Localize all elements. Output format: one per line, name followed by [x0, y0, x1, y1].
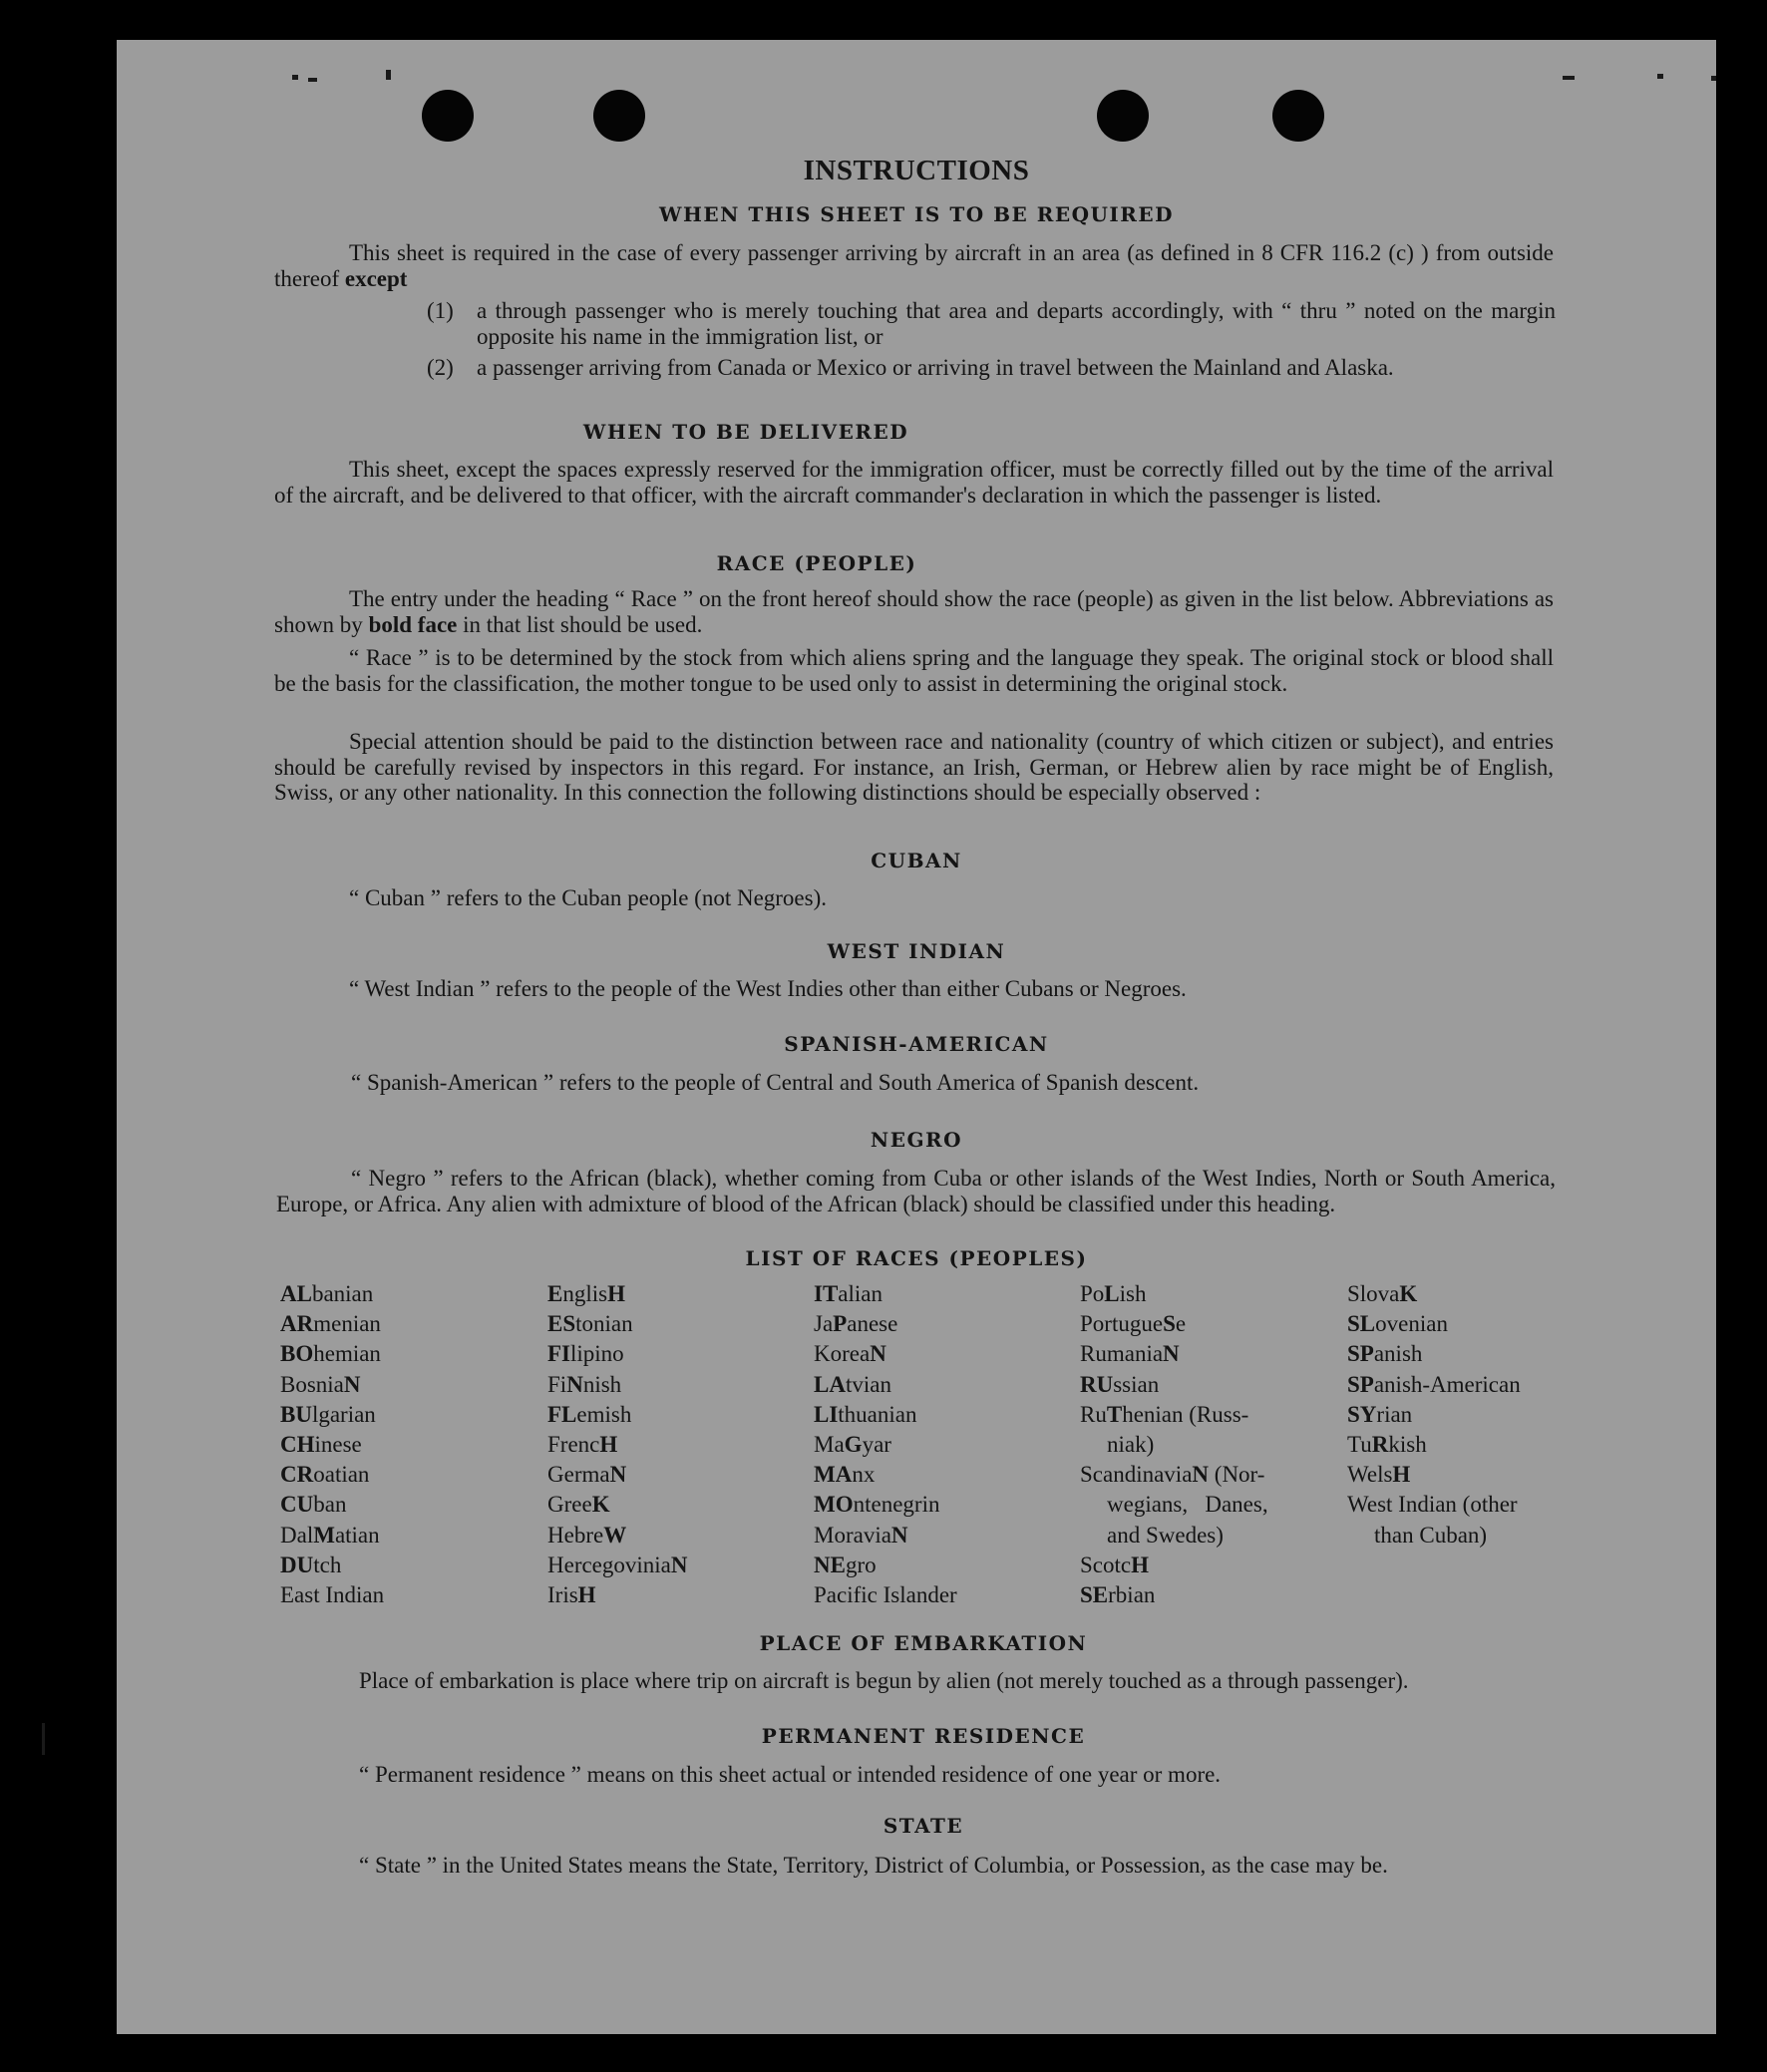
list-item: DUtch: [280, 1552, 342, 1577]
list-item: MaGyar: [814, 1432, 891, 1458]
item-number: (2): [427, 355, 454, 380]
list-item: LAtvian: [814, 1371, 891, 1397]
list-item: CHinese: [280, 1432, 362, 1458]
list-item: FiNnish: [547, 1371, 622, 1397]
list-item: ARmenian: [280, 1311, 381, 1337]
list-item: BOhemian: [280, 1341, 381, 1367]
list-item: BUlgarian: [280, 1401, 376, 1427]
list-item: SlovaK: [1347, 1281, 1418, 1306]
list-item: a passenger arriving from Canada or Mexico or arriving in travel between the Mainland and Alaska.: [477, 355, 1394, 380]
heading-negro: NEGRO: [870, 1128, 963, 1152]
list-item: WelsH: [1347, 1462, 1411, 1488]
para-residence: “ Permanent residence ” means on this sheet actual or intended residence of one year or more.: [359, 1762, 1222, 1787]
list-item: SPanish: [1347, 1341, 1423, 1367]
para-embarkation: Place of embarkation is place where trip on aircraft is begun by alien (not merely touched as a through passenger).: [359, 1668, 1409, 1693]
para-when-delivered: This sheet, except the spaces expressly reserved for the immigration officer, must be correctly filled out by the time of the arrival of the aircraft, and be delivered to that officer, with the aircraft commander's declaration in which the passenger is listed.: [274, 457, 1554, 508]
list-item: SErbian: [1080, 1582, 1156, 1608]
para-race-1: The entry under the heading “ Race ” on the front hereof should show the race (people) as given in the list below. Abbreviations as shown by bold face in that list should be used.: [274, 586, 1554, 637]
races-column: [547, 1279, 787, 1610]
list-item: niak): [1107, 1432, 1155, 1458]
heading-when-required: WHEN THIS SHEET IS TO BE REQUIRED: [659, 202, 1174, 226]
list-item: ITalian: [814, 1281, 883, 1306]
heading-list-of-races: LIST OF RACES (PEOPLES): [745, 1246, 1088, 1270]
heading-place-of-embarkation: PLACE OF EMBARKATION: [759, 1631, 1088, 1655]
para-race-2: “ Race ” is to be determined by the stock from which aliens spring and the language they speak. The original stock or blood shall be the basis for the classification, the mother tongue to be used only to assist in determining the original stock.: [274, 645, 1554, 696]
list-item: IrisH: [547, 1582, 596, 1608]
list-item: CRoatian: [280, 1462, 370, 1488]
para-negro: “ Negro ” refers to the African (black), whether coming from Cuba or other islands of the West Indies, North or South America, Europe, or Africa. Any alien with admixture of blood of the African (black) should be classified under this heading.: [276, 1166, 1556, 1216]
list-item: JaPanese: [814, 1311, 898, 1337]
list-item: EnglisH: [547, 1281, 625, 1306]
para-cuban: “ Cuban ” refers to the Cuban people (not Negroes).: [349, 885, 828, 910]
list-item: wegians, Danes,: [1107, 1492, 1268, 1518]
list-item: a through passenger who is merely touching that area and departs accordingly, with “ thru ” noted on the margin opposite his name in the immigration list, or: [477, 298, 1556, 349]
races-column: [1080, 1279, 1324, 1610]
list-item: FIlipino: [547, 1341, 624, 1367]
list-item: EStonian: [547, 1311, 633, 1337]
para-race-3: Special attention should be paid to the distinction between race and nationality (country of which citizen or subject), and entries should be carefully revised by inspectors in this regard. For instance, an Irish, German, or Hebrew alien by race might be of English, Swiss, or any other nationality. In this connection the following distinctions should be especially observed :: [274, 729, 1554, 805]
races-column: [280, 1279, 520, 1610]
list-item: BosniaN: [280, 1371, 361, 1397]
list-item: SPanish-American: [1347, 1371, 1521, 1397]
heading-race: RACE (PEOPLE): [716, 551, 917, 575]
list-item: and Swedes): [1107, 1522, 1224, 1548]
heading-state: STATE: [883, 1814, 964, 1838]
list-item: RUssian: [1080, 1371, 1160, 1397]
list-item: LIthuanian: [814, 1401, 917, 1427]
list-item: MOntenegrin: [814, 1492, 940, 1518]
para-state: “ State ” in the United States means the State, Territory, District of Columbia, or Possession, as the case may be.: [359, 1853, 1388, 1878]
list-item: FrencH: [547, 1432, 618, 1458]
list-item: PortugueSe: [1080, 1311, 1187, 1337]
heading-spanish-american: SPANISH-AMERICAN: [784, 1032, 1049, 1056]
list-item: GermaN: [547, 1462, 627, 1488]
list-item: RuThenian (Russ-: [1080, 1401, 1249, 1427]
heading-west-indian: WEST INDIAN: [827, 939, 1006, 963]
races-column: [1347, 1279, 1587, 1551]
heading-permanent-residence: PERMANENT RESIDENCE: [761, 1724, 1086, 1748]
para-spanish-american: “ Spanish-American ” refers to the people of Central and South America of Spanish descent.: [351, 1070, 1200, 1095]
list-item: ALbanian: [280, 1281, 374, 1306]
list-item: than Cuban): [1374, 1522, 1488, 1548]
list-item: SLovenian: [1347, 1311, 1448, 1337]
list-item: East Indian: [280, 1582, 385, 1608]
heading-when-delivered: WHEN TO BE DELIVERED: [582, 420, 909, 444]
list-item: GreeK: [547, 1492, 610, 1518]
list-item: PoLish: [1080, 1281, 1147, 1306]
list-item: HebreW: [547, 1522, 627, 1548]
list-item: FLemish: [547, 1401, 632, 1427]
list-item: DalMatian: [280, 1522, 380, 1548]
list-item: SYrian: [1347, 1401, 1413, 1427]
para-when-required: This sheet is required in the case of every passenger arriving by aircraft in an area (as defined in 8 CFR 116.2 (c) ) from outside thereof except: [274, 240, 1554, 291]
list-item: KoreaN: [814, 1341, 886, 1367]
list-item: NEgro: [814, 1552, 877, 1577]
list-item: HercegoviniaN: [547, 1552, 688, 1577]
heading-cuban: CUBAN: [871, 849, 962, 872]
item-number: (1): [427, 298, 454, 323]
list-item: MAnx: [814, 1462, 876, 1488]
list-item: MoraviaN: [814, 1522, 908, 1548]
list-item: RumaniaN: [1080, 1341, 1180, 1367]
list-item: TuRkish: [1347, 1432, 1427, 1458]
list-item: CUban: [280, 1492, 347, 1518]
list-item: Pacific Islander: [814, 1582, 957, 1608]
list-item: West Indian (other: [1347, 1492, 1518, 1518]
races-column: [814, 1279, 1053, 1610]
list-item: ScotcH: [1080, 1552, 1149, 1577]
para-west-indian: “ West Indian ” refers to the people of the West Indies other than either Cubans or Negroes.: [349, 976, 1187, 1001]
list-item: ScandinaviaN (Nor-: [1080, 1462, 1265, 1488]
page-title: INSTRUCTIONS: [803, 155, 1030, 186]
